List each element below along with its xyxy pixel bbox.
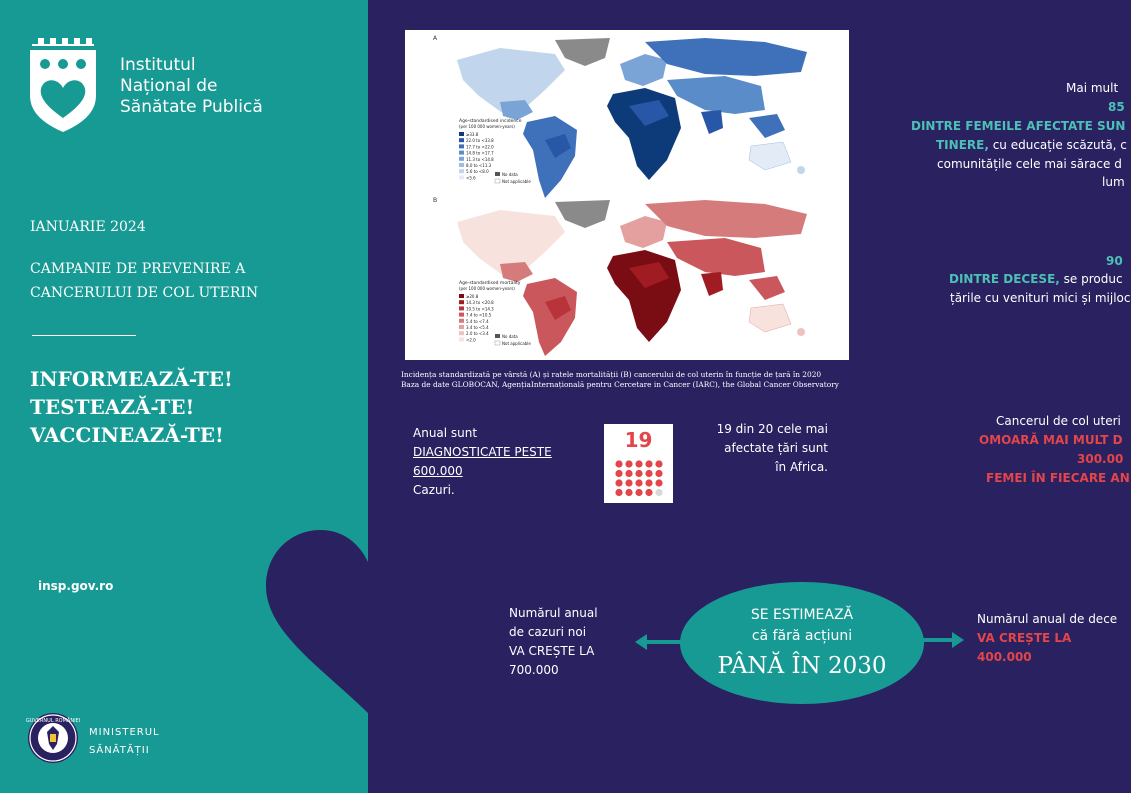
projected-deaths-line: VA CREȘTE LA — [977, 631, 1072, 645]
kills-stat-number: 300.00 — [1077, 452, 1124, 466]
stat-world: lum — [1102, 175, 1125, 189]
legend-swatch — [459, 300, 464, 304]
kills-stat-intro: Cancerul de col uteri — [996, 414, 1121, 428]
stat-more-than: Mai mult — [1066, 81, 1119, 95]
stat-percentage: 85 — [1108, 100, 1125, 114]
institute-name-line: Național de — [120, 76, 218, 96]
projected-cases-line: Numărul anual — [509, 606, 598, 620]
government-seal-icon — [27, 712, 79, 764]
stat-young-detail: cu educație scăzută, c — [988, 138, 1127, 152]
seal-text: GUVERNUL ROMÂNIEI — [25, 718, 81, 724]
institute-name-line: Sănătate Publică — [120, 97, 263, 117]
arrow-right-icon — [922, 630, 964, 650]
ministry-name-line: SĂNĂTĂȚII — [89, 745, 150, 756]
calendar-dot — [655, 489, 662, 496]
calendar-dot — [625, 489, 632, 496]
legend-swatch — [459, 294, 464, 298]
kills-stat-label: OMOARĂ MAI MULT D — [979, 433, 1123, 447]
legend-not-applicable: Not applicable — [502, 179, 531, 184]
campaign-title-line: CAMPANIE DE PREVENIRE A — [30, 261, 246, 277]
annual-line: Cazuri. — [413, 483, 455, 497]
legend-swatch — [459, 132, 464, 136]
legend-title: Age-standardised incidence — [459, 119, 522, 124]
calendar-dot — [635, 470, 642, 477]
legend-swatch — [459, 157, 464, 161]
stat-poor-communities: comunitățile cele mai sărace d — [937, 157, 1122, 171]
projected-deaths-line: Numărul anual de dece — [977, 612, 1118, 626]
map-caption-line: Incidența standardizată pe vârstă (A) și ratele mortalității (B) cancerului de col uterin în funcție de țară în 2020 — [401, 370, 822, 379]
world-maps — [405, 30, 849, 360]
calendar-dot — [655, 460, 662, 467]
calendar-dot — [645, 470, 652, 477]
projected-deaths-number: 400.000 — [977, 650, 1032, 664]
map-caption — [401, 370, 871, 390]
legend-item: ≥20.8 — [466, 294, 479, 299]
africa-line: afectate țări sunt — [724, 441, 828, 455]
oval-without-action: că fără acțiuni — [751, 628, 853, 644]
calendar-dot — [635, 460, 642, 467]
oval-year: PÂNĂ ÎN 2030 — [717, 653, 887, 679]
africa-stat — [714, 420, 828, 477]
calendar-dot — [645, 489, 652, 496]
panel-a-label: A — [433, 35, 438, 42]
mortality-legend — [459, 280, 531, 346]
stat-young-women — [936, 136, 1127, 155]
stat-low-income: țările cu venituri mici și mijloc — [950, 291, 1131, 305]
legend-item: 5.4 to <7.4 — [466, 318, 489, 324]
legend-swatch — [459, 331, 464, 335]
calendar-dot — [655, 479, 662, 486]
calendar-dot — [615, 489, 622, 496]
calendar-dot — [645, 479, 652, 486]
website-link[interactable]: insp.gov.ro — [38, 579, 114, 593]
divider — [32, 335, 136, 336]
projected-cases — [509, 604, 598, 680]
world-maps-figure — [405, 30, 849, 360]
legend-subtitle: (per 100 000 women-years) — [459, 286, 515, 291]
legend-swatch — [459, 151, 464, 155]
annual-line: Anual sunt — [413, 426, 478, 440]
legend-swatch — [459, 337, 464, 341]
legend-item: 10.5 to <14.3 — [466, 306, 494, 312]
stat-deaths-label: DINTRE DECESE, — [949, 272, 1060, 286]
projected-cases-line: VA CREȘTE LA — [509, 644, 595, 658]
legend-title: Age-standardised mortality — [459, 281, 521, 286]
map-caption-line: Baza de date GLOBOCAN, AgențiaInternațională pentru Cercetare in Cancer (IARC), the Global Cancer Observatory — [401, 380, 839, 389]
institute-name — [120, 55, 263, 118]
legend-item: 5.6 to <8.0 — [466, 169, 489, 175]
legend-no-data: No data — [502, 172, 518, 177]
calendar-dot — [615, 479, 622, 486]
legend-swatch — [459, 313, 464, 317]
arrow-left-icon — [635, 632, 683, 652]
kills-stat-period: FEMEI ÎN FIECARE AN — [986, 471, 1130, 485]
calendar-dot — [625, 470, 632, 477]
calendar-dots — [614, 460, 664, 498]
insp-logo-icon — [28, 38, 98, 134]
legend-not-applicable: Not applicable — [502, 341, 531, 346]
institute-name-line: Institutul — [120, 55, 196, 75]
incidence-legend — [459, 118, 531, 184]
projected-deaths — [977, 610, 1117, 667]
projected-cases-line: de cazuri noi — [509, 625, 587, 639]
legend-no-data: No data — [502, 334, 518, 339]
slogan-line: TESTEAZĂ-TE! — [30, 395, 195, 419]
africa-line: 19 din 20 cele mai — [716, 422, 828, 436]
annual-line: DIAGNOSTICATE PESTE — [413, 445, 552, 459]
legend-item: 11.3 to <14.8 — [466, 156, 494, 162]
calendar-dot — [635, 479, 642, 486]
campaign-title — [30, 257, 350, 305]
campaign-title-line: CANCERULUI DE COL UTERIN — [30, 285, 259, 301]
stat-deaths-percentage: 90 — [1106, 254, 1123, 268]
legend-swatch — [459, 138, 464, 142]
calendar-dot — [645, 460, 652, 467]
calendar-dot — [625, 460, 632, 467]
calendar-dot — [655, 470, 662, 477]
legend-swatch — [459, 319, 464, 323]
legend-swatch — [459, 163, 464, 167]
stat-women-affected: DINTRE FEMEILE AFECTATE SUN — [911, 119, 1126, 133]
stat-deaths-detail: se produc — [1059, 272, 1123, 286]
legend-item: 17.7 to <22.0 — [466, 144, 494, 150]
legend-item: 14.3 to <20.8 — [466, 300, 494, 306]
legend-swatch — [459, 169, 464, 173]
legend-swatch — [459, 175, 464, 179]
stat-young-label: TINERE, — [936, 138, 989, 152]
legend-item: 2.0 to <3.4 — [466, 331, 489, 337]
legend-swatch — [459, 144, 464, 148]
legend-item: 7.4 to <10.5 — [466, 312, 492, 318]
projected-cases-number: 700.000 — [509, 663, 559, 677]
slogan-line: INFORMEAZĂ-TE! — [30, 367, 233, 391]
campaign-date: IANUARIE 2024 — [30, 219, 146, 235]
annual-number: 600.000 — [413, 464, 463, 478]
calendar-dot — [615, 460, 622, 467]
legend-swatch — [459, 306, 464, 310]
calendar-graphic — [604, 424, 673, 503]
legend-item: 14.8 to <17.7 — [466, 150, 494, 156]
calendar-number: 19 — [624, 428, 653, 452]
slogan — [30, 365, 233, 449]
legend-item: 3.4 to <5.4 — [466, 325, 489, 330]
legend-item: <5.6 — [466, 175, 476, 181]
panel-b-label: B — [433, 197, 438, 204]
africa-line: în Africa. — [775, 460, 828, 474]
legend-item: <2.0 — [466, 337, 476, 343]
stat-deaths — [949, 270, 1123, 289]
calendar-dot — [615, 470, 622, 477]
calendar-dot — [635, 489, 642, 496]
slogan-line: VACCINEAZĂ-TE! — [30, 423, 224, 447]
ministry-name — [89, 724, 160, 760]
calendar-dot — [625, 479, 632, 486]
legend-item: 8.0 to <11.3 — [466, 163, 492, 168]
mortality-map — [457, 200, 807, 356]
oval-estimate: SE ESTIMEAZĂ — [750, 607, 854, 623]
legend-item: ≥33.8 — [466, 132, 479, 137]
ministry-name-line: MINISTERUL — [89, 727, 160, 738]
annual-diagnoses — [413, 424, 552, 500]
legend-item: 22.0 to <33.8 — [466, 138, 494, 144]
legend-subtitle: (per 100 000 women-years) — [459, 124, 515, 129]
legend-swatch — [459, 325, 464, 329]
right-panel — [368, 0, 1131, 793]
